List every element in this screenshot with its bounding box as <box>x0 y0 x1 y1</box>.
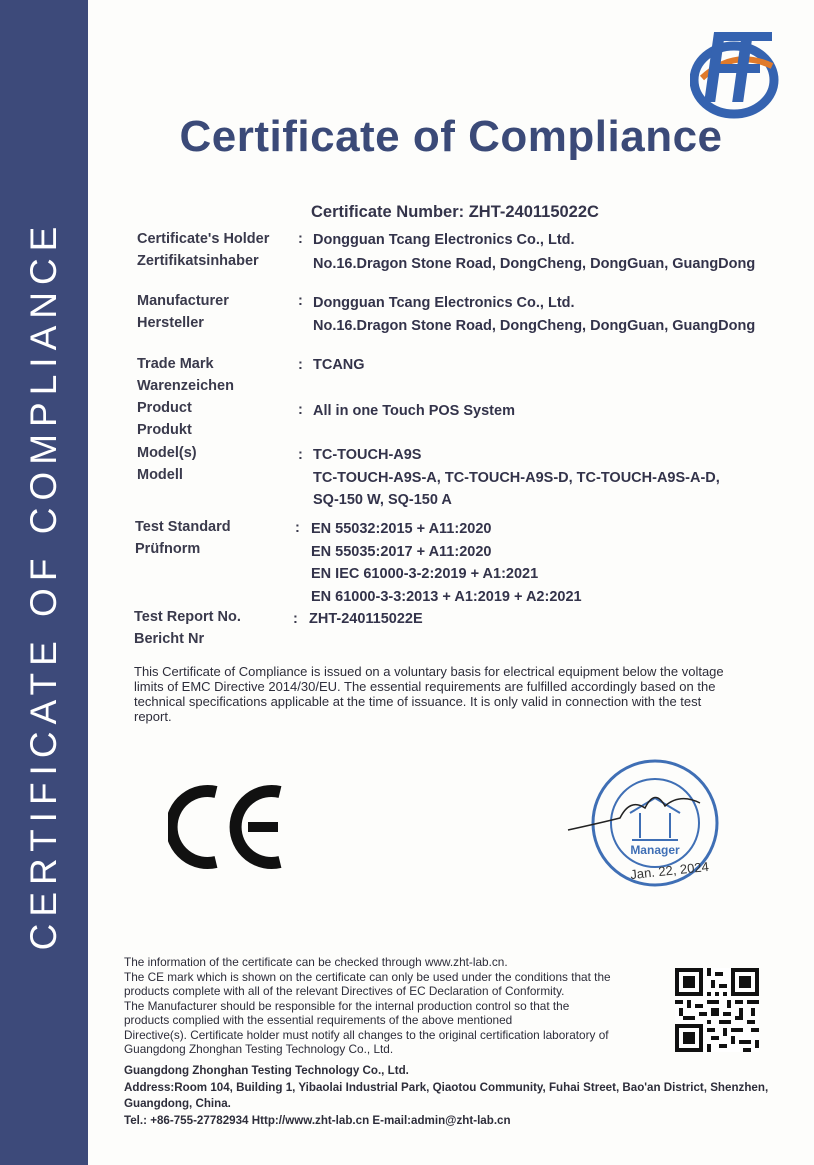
manufacturer-address: No.16.Dragon Stone Road, DongCheng, DongGuan, GuangDong <box>313 318 756 334</box>
standard-1: EN 55032:2015 + A11:2020 <box>311 521 492 537</box>
info-line-5: products complied with the essential requirements of the above mentioned <box>124 1013 513 1027</box>
side-title-vertical: CERTIFICATE OF COMPLIANCE <box>23 219 64 951</box>
page-title: Certificate of Compliance <box>179 112 723 161</box>
footer-address-2: Guangdong, China. <box>124 1097 231 1110</box>
info-line-6: Directive(s). Certificate holder must notify all changes to the original certification laboratory of <box>124 1027 609 1042</box>
standard-4: EN 61000-3-3:2013 + A1:2019 + A2:2021 <box>311 589 582 605</box>
models-colon: : <box>298 447 303 463</box>
manufacturer-label-de: Hersteller <box>137 315 204 331</box>
info-line-2: The CE mark which is shown on the certificate can only be used under the conditions that the <box>124 969 611 984</box>
holder-address: No.16.Dragon Stone Road, DongCheng, DongGuan, GuangDong <box>313 256 756 272</box>
product-colon: : <box>298 402 303 418</box>
info-line-7: Guangdong Zhonghan Testing Technology Co., Ltd. <box>124 1042 394 1056</box>
manufacturer-name: Dongguan Tcang Electronics Co., Ltd. <box>313 295 575 311</box>
stamp-role: Manager <box>630 843 680 857</box>
official-stamp <box>560 748 730 898</box>
trademark-label-en: Trade Mark <box>137 356 214 372</box>
info-line-1: The information of the certificate can be checked through www.zht-lab.cn. <box>124 955 508 969</box>
footer-company: Guangdong Zhonghan Testing Technology Co., Ltd. <box>124 1064 409 1077</box>
manufacturer-colon: : <box>298 293 303 309</box>
statement-line-4: report. <box>134 709 172 724</box>
statement-line-1: This Certificate of Compliance is issued on a voluntary basis for electrical equipment below the voltage <box>134 664 724 679</box>
report-label-en: Test Report No. <box>134 609 241 625</box>
holder-label-en: Certificate's Holder <box>137 231 270 247</box>
trademark-colon: : <box>298 357 303 373</box>
manufacturer-label-en: Manufacturer <box>137 293 229 309</box>
product-value: All in one Touch POS System <box>313 403 515 419</box>
standard-colon: : <box>295 520 300 536</box>
info-line-3: products complete with all of the relevant Directives of EC Declaration of Conformity. <box>124 984 565 998</box>
models-label-en: Model(s) <box>137 445 197 461</box>
holder-colon: : <box>298 231 303 247</box>
footer-contact: Tel.: +86-755-27782934 Http://www.zht-lab.cn E-mail:admin@zht-lab.cn <box>124 1114 511 1127</box>
models-variants-2: SQ-150 W, SQ-150 A <box>313 492 452 508</box>
info-block <box>124 955 644 1057</box>
trademark-label-de: Warenzeichen <box>137 378 234 394</box>
product-label-de: Produkt <box>137 422 192 438</box>
info-line-4: The Manufacturer should be responsible for the internal production control so that the <box>124 998 570 1013</box>
qr-code <box>675 968 759 1052</box>
side-band <box>0 0 88 1165</box>
standard-label-de: Prüfnorm <box>135 541 201 557</box>
models-main: TC-TOUCH-A9S <box>313 447 422 463</box>
standard-2: EN 55035:2017 + A11:2020 <box>311 544 492 560</box>
ce-mark <box>168 782 296 872</box>
trademark-value: TCANG <box>313 357 365 373</box>
holder-name: Dongguan Tcang Electronics Co., Ltd. <box>313 232 575 248</box>
report-label-de: Bericht Nr <box>134 631 205 647</box>
models-variants: TC-TOUCH-A9S-A, TC-TOUCH-A9S-D, TC-TOUCH-A9S-A-D, <box>313 470 720 486</box>
holder-label-de: Zertifikatsinhaber <box>137 253 259 269</box>
statement-line-2: limits of EMC Directive 2014/30/EU. The essential requirements are fulfilled accordingly based on the <box>134 679 716 694</box>
standard-label-en: Test Standard <box>135 519 231 535</box>
product-label-en: Product <box>137 400 192 416</box>
certificate-number: Certificate Number: ZHT-240115022C <box>311 203 599 221</box>
footer-address-1: Address:Room 104, Building 1, Yibaolai Industrial Park, Qiaotou Community, Fuhai Street, Bao'an District, Shenzhen, <box>124 1081 769 1094</box>
statement-line-3: technical specifications applicable at the time of issuance. It is only valid in connection with the test <box>134 694 702 709</box>
report-value: ZHT-240115022E <box>309 611 423 627</box>
models-label-de: Modell <box>137 467 183 483</box>
stamp-date: Jan. 22, 2024 <box>629 858 710 883</box>
report-colon: : <box>293 611 298 627</box>
standard-3: EN IEC 61000-3-2:2019 + A1:2021 <box>311 566 539 582</box>
